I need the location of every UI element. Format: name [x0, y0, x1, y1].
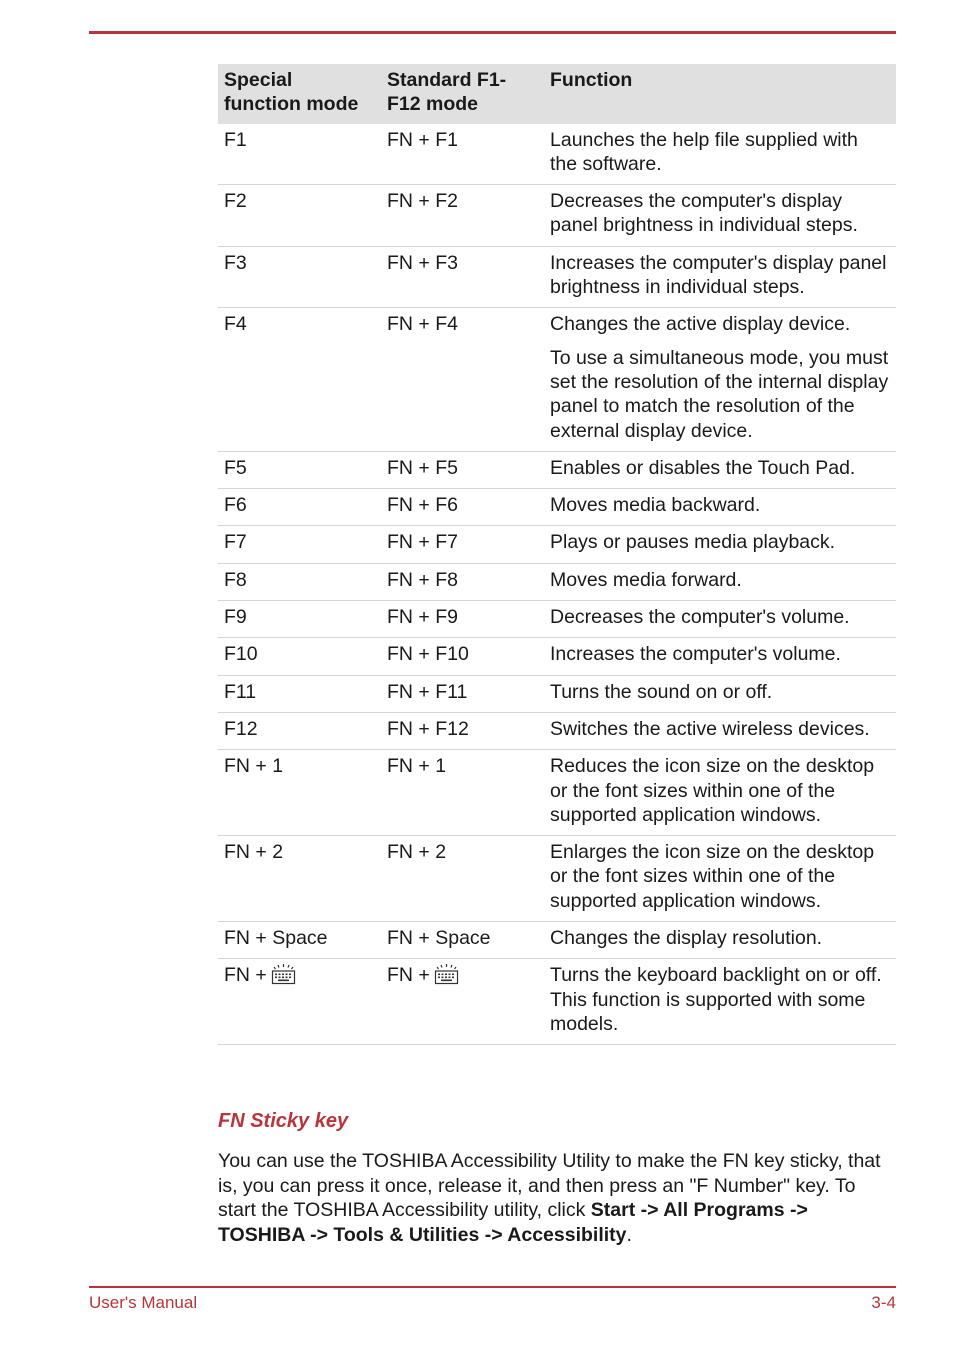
cell-standard-mode	[381, 246, 544, 308]
table-header-row	[218, 64, 896, 124]
table-row	[218, 712, 896, 749]
cell-text: FN + F8	[387, 568, 458, 591]
keyboard-backlight-icon	[434, 963, 459, 991]
cell-standard-mode	[381, 489, 544, 526]
cell-text: FN + F6	[387, 494, 458, 517]
cell-function	[544, 308, 896, 451]
cell-standard-mode	[381, 675, 544, 712]
function-description: Turns the sound on or off.	[550, 680, 773, 703]
table-row	[218, 922, 896, 959]
cell-special-mode	[218, 526, 381, 563]
table-row	[218, 489, 896, 526]
cell-text: FN + F9	[387, 606, 458, 629]
table-body	[218, 124, 896, 1045]
cell-special-mode	[218, 489, 381, 526]
cell-text: FN + F3	[387, 251, 458, 274]
cell-standard-mode	[381, 185, 544, 247]
cell-text: F5	[224, 456, 247, 479]
cell-text: F4	[224, 313, 247, 336]
cell-text: FN + F5	[387, 456, 458, 479]
table-row	[218, 675, 896, 712]
cell-function	[544, 712, 896, 749]
cell-function	[544, 638, 896, 675]
cell-text: FN + F1	[387, 128, 458, 151]
cell-text: FN + F11	[387, 680, 468, 703]
page-number: 3-4	[871, 1293, 896, 1312]
cell-text: F1	[224, 128, 247, 151]
cell-function	[544, 675, 896, 712]
cell-text: F11	[224, 680, 257, 703]
table-row	[218, 563, 896, 600]
footer-rule	[89, 1286, 896, 1288]
footer-title: User's Manual	[89, 1293, 198, 1312]
cell-text: FN + F4	[387, 313, 458, 336]
cell-function	[544, 922, 896, 959]
cell-special-mode	[218, 246, 381, 308]
table-row	[218, 308, 896, 451]
cell-standard-mode	[381, 563, 544, 600]
cell-standard-mode	[381, 959, 544, 1045]
keyboard-backlight-icon	[271, 963, 296, 991]
cell-function	[544, 246, 896, 308]
cell-text: FN + F2	[387, 190, 458, 213]
header-function: Function	[544, 64, 896, 124]
cell-text: F2	[224, 190, 247, 213]
paragraph-end: .	[626, 1224, 632, 1247]
body-paragraph	[218, 1149, 898, 1248]
cell-special-mode	[218, 712, 381, 749]
cell-function	[544, 601, 896, 638]
cell-text: FN +	[387, 964, 430, 987]
cell-text: FN + 2	[387, 841, 447, 864]
cell-special-mode	[218, 185, 381, 247]
cell-standard-mode	[381, 712, 544, 749]
cell-text: FN + F10	[387, 643, 469, 666]
function-description: Changes the display resolution.	[550, 927, 823, 950]
cell-standard-mode	[381, 750, 544, 836]
function-description: Launches the help file supplied with the software.	[550, 128, 858, 175]
cell-text: FN + F7	[387, 531, 458, 554]
function-description: Plays or pauses media playback.	[550, 531, 836, 554]
table-row	[218, 638, 896, 675]
cell-function	[544, 489, 896, 526]
cell-standard-mode	[381, 922, 544, 959]
table-row	[218, 451, 896, 488]
cell-standard-mode	[381, 638, 544, 675]
table-row	[218, 601, 896, 638]
cell-text: FN + 2	[224, 841, 284, 864]
cell-special-mode	[218, 675, 381, 712]
cell-special-mode	[218, 451, 381, 488]
table-row	[218, 750, 896, 836]
cell-special-mode	[218, 308, 381, 451]
cell-function	[544, 451, 896, 488]
section-title: FN Sticky key	[218, 1110, 349, 1132]
cell-special-mode	[218, 638, 381, 675]
cell-function	[544, 124, 896, 185]
function-description: Moves media forward.	[550, 568, 742, 591]
function-description: Changes the active display device.	[550, 313, 851, 336]
cell-text: FN + 1	[224, 755, 284, 778]
cell-standard-mode	[381, 308, 544, 451]
cell-text: FN + 1	[387, 755, 447, 778]
cell-standard-mode	[381, 124, 544, 185]
function-description: Turns the keyboard backlight on or off. This function is supported with some models.	[550, 964, 882, 1035]
cell-standard-mode	[381, 526, 544, 563]
cell-function	[544, 836, 896, 922]
cell-function	[544, 750, 896, 836]
function-description: Reduces the icon size on the desktop or the font sizes within one of the supported application windows.	[550, 755, 875, 826]
cell-text: F9	[224, 606, 247, 629]
cell-special-mode	[218, 750, 381, 836]
table-row	[218, 246, 896, 308]
cell-text: FN +	[224, 964, 267, 987]
cell-text: F8	[224, 568, 247, 591]
cell-text: FN + Space	[387, 927, 491, 950]
cell-special-mode	[218, 563, 381, 600]
function-description: Decreases the computer's display panel brightness in individual steps.	[550, 190, 858, 237]
paragraph-path: Start -> All Programs -> TOSHIBA -> Tools & Utilities -> Accessibility	[218, 1199, 808, 1247]
function-description: Moves media backward.	[550, 494, 761, 517]
cell-standard-mode	[381, 836, 544, 922]
table-row	[218, 124, 896, 185]
function-description: To use a simultaneous mode, you must set the resolution of the internal display panel to match the resolution of the external display device.	[550, 346, 889, 442]
cell-text: F7	[224, 531, 247, 554]
table-row	[218, 526, 896, 563]
function-description: Enlarges the icon size on the desktop or the font sizes within one of the supported application windows.	[550, 841, 875, 912]
cell-text: F10	[224, 643, 258, 666]
header-rule	[89, 31, 896, 34]
table-row	[218, 836, 896, 922]
table-row	[218, 959, 896, 1045]
cell-standard-mode	[381, 601, 544, 638]
cell-special-mode	[218, 124, 381, 185]
cell-function	[544, 563, 896, 600]
function-description: Decreases the computer's volume.	[550, 606, 850, 629]
function-key-table	[218, 64, 896, 1045]
function-description: Increases the computer's display panel brightness in individual steps.	[550, 251, 887, 299]
cell-text: F3	[224, 251, 247, 274]
function-description: Enables or disables the Touch Pad.	[550, 456, 856, 479]
cell-special-mode	[218, 836, 381, 922]
cell-text: F6	[224, 494, 247, 517]
cell-special-mode	[218, 922, 381, 959]
header-standard-mode: Standard F1- F12 mode	[381, 64, 544, 124]
table-row	[218, 185, 896, 247]
cell-standard-mode	[381, 451, 544, 488]
cell-function	[544, 526, 896, 563]
cell-function	[544, 959, 896, 1045]
cell-special-mode	[218, 959, 381, 1045]
cell-special-mode	[218, 601, 381, 638]
paragraph-text: You can use the TOSHIBA Accessibility Utility to make the FN key sticky, that is, you can press it once, release it, and then press an "F Number" key. To start the TOSHIBA Accessibility utility, click	[218, 1150, 881, 1222]
cell-text: FN + F12	[387, 717, 469, 740]
cell-text: F12	[224, 717, 258, 740]
cell-function	[544, 185, 896, 247]
function-description: Switches the active wireless devices.	[550, 717, 870, 740]
cell-text: FN + Space	[224, 927, 328, 950]
function-description: Increases the computer's volume.	[550, 643, 841, 666]
header-special-mode: Special function mode	[218, 64, 381, 124]
